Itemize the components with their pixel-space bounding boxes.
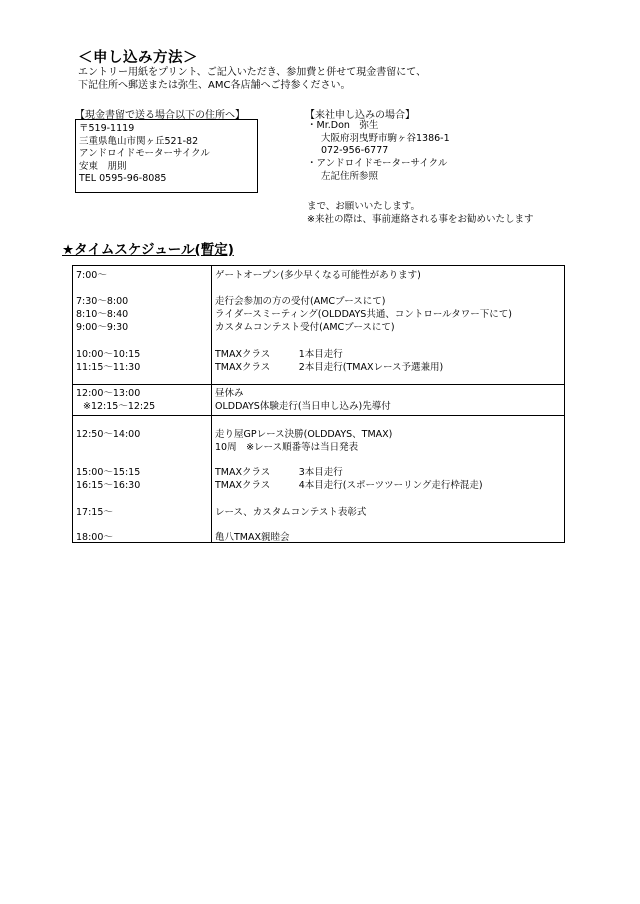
time-cell: 9:00～9:30	[76, 322, 129, 333]
table-row	[73, 361, 564, 374]
time-cell: 12:00～13:00	[76, 388, 141, 399]
time-cell: 11:15～11:30	[76, 362, 141, 373]
time-cell: 15:00～15:15	[76, 467, 141, 478]
time-cell: 10:00～10:15	[76, 349, 141, 360]
mail-section-heading: 【現金書留で送る場合以下の住所へ】	[75, 110, 245, 121]
table-row	[73, 321, 564, 334]
desc-cell: レース、カスタムコンテスト表彰式	[215, 507, 367, 518]
desc-cell: 走り屋GPレース決勝(OLDDAYS、TMAX)	[215, 429, 393, 440]
store-list	[307, 120, 450, 184]
table-row	[73, 387, 564, 400]
desc-cell: TMAXクラス 2本目走行(TMAXレース予選兼用)	[215, 362, 444, 373]
desc-cell: カスタムコンテスト受付(AMCブースにて)	[215, 322, 395, 333]
table-row	[73, 531, 564, 544]
intro-line: 下記住所へ郵送または弥生、AMC各店舗へご持参ください。	[78, 80, 351, 91]
application-method-title: ＜申し込み方法＞	[78, 50, 198, 66]
store-line: ・Mr.Don 弥生	[307, 120, 379, 131]
table-row	[73, 428, 564, 441]
table-row	[73, 441, 564, 454]
time-cell: 17:15～	[76, 507, 113, 518]
schedule-title: ★タイムスケジュール(暫定)	[62, 242, 234, 258]
table-row	[73, 466, 564, 479]
application-intro	[78, 66, 426, 92]
table-row	[73, 308, 564, 321]
row-divider	[73, 415, 564, 416]
intro-line: エントリー用紙をプリント、ご記入いただき、参加費と併せて現金書留にて、	[78, 67, 427, 78]
time-cell: 12:50～14:00	[76, 429, 141, 440]
store-line: 072-956-6777	[321, 145, 389, 157]
table-row	[73, 506, 564, 519]
desc-cell: 走行会参加の方の受付(AMCブースにて)	[215, 296, 386, 307]
time-cell: 16:15～16:30	[76, 480, 141, 491]
table-row	[73, 400, 564, 413]
address-line: TEL 0595-96-8085	[79, 173, 167, 185]
address-line: アンドロイドモーターサイクル	[79, 148, 210, 160]
table-row	[73, 348, 564, 361]
table-row	[73, 295, 564, 308]
time-cell: 7:00～	[76, 270, 107, 281]
time-cell: 7:30～8:00	[76, 296, 129, 307]
address-line: 三重県亀山市関ヶ丘521-82	[79, 135, 199, 147]
row-divider	[73, 384, 564, 385]
address-line: 〒519-1119	[79, 123, 135, 134]
table-row	[73, 269, 564, 282]
store-section-heading: 【来社申し込みの場合】	[305, 110, 415, 121]
time-cell: 8:10～8:40	[76, 309, 129, 320]
store-line: 左記住所参照	[321, 170, 379, 182]
store-line: 大阪府羽曳野市駒ヶ谷1386-1	[321, 132, 450, 144]
note-line: ※来社の際は、事前連絡される事をお勧めいたします	[307, 214, 534, 225]
table-row	[73, 479, 564, 492]
time-cell: 18:00～	[76, 532, 113, 543]
desc-cell: 昼休み	[215, 388, 244, 399]
mail-address-box	[75, 119, 258, 193]
schedule-table	[72, 265, 565, 543]
desc-cell: ライダースミーティング(OLDDAYS共通、コントロールタワー下にて)	[215, 309, 512, 320]
desc-cell: TMAXクラス 4本目走行(スポーツツーリング走行枠混走)	[215, 480, 483, 491]
store-notes	[307, 200, 533, 226]
address-line: 安東 朋則	[79, 160, 127, 172]
desc-cell: 亀八TMAX親睦会	[215, 532, 290, 543]
time-cell: ※12:15～12:25	[83, 401, 156, 412]
desc-cell: TMAXクラス 1本目走行	[215, 349, 343, 360]
desc-cell: ゲートオープン(多少早くなる可能性があります)	[215, 270, 421, 281]
desc-cell: TMAXクラス 3本目走行	[215, 467, 343, 478]
desc-cell: OLDDAYS体験走行(当日申し込み)先導付	[215, 401, 391, 412]
desc-cell: 10周 ※レース順番等は当日発表	[215, 442, 359, 453]
note-line: まで、お願いいたします。	[307, 201, 421, 212]
store-line: ・アンドロイドモーターサイクル	[307, 158, 448, 170]
